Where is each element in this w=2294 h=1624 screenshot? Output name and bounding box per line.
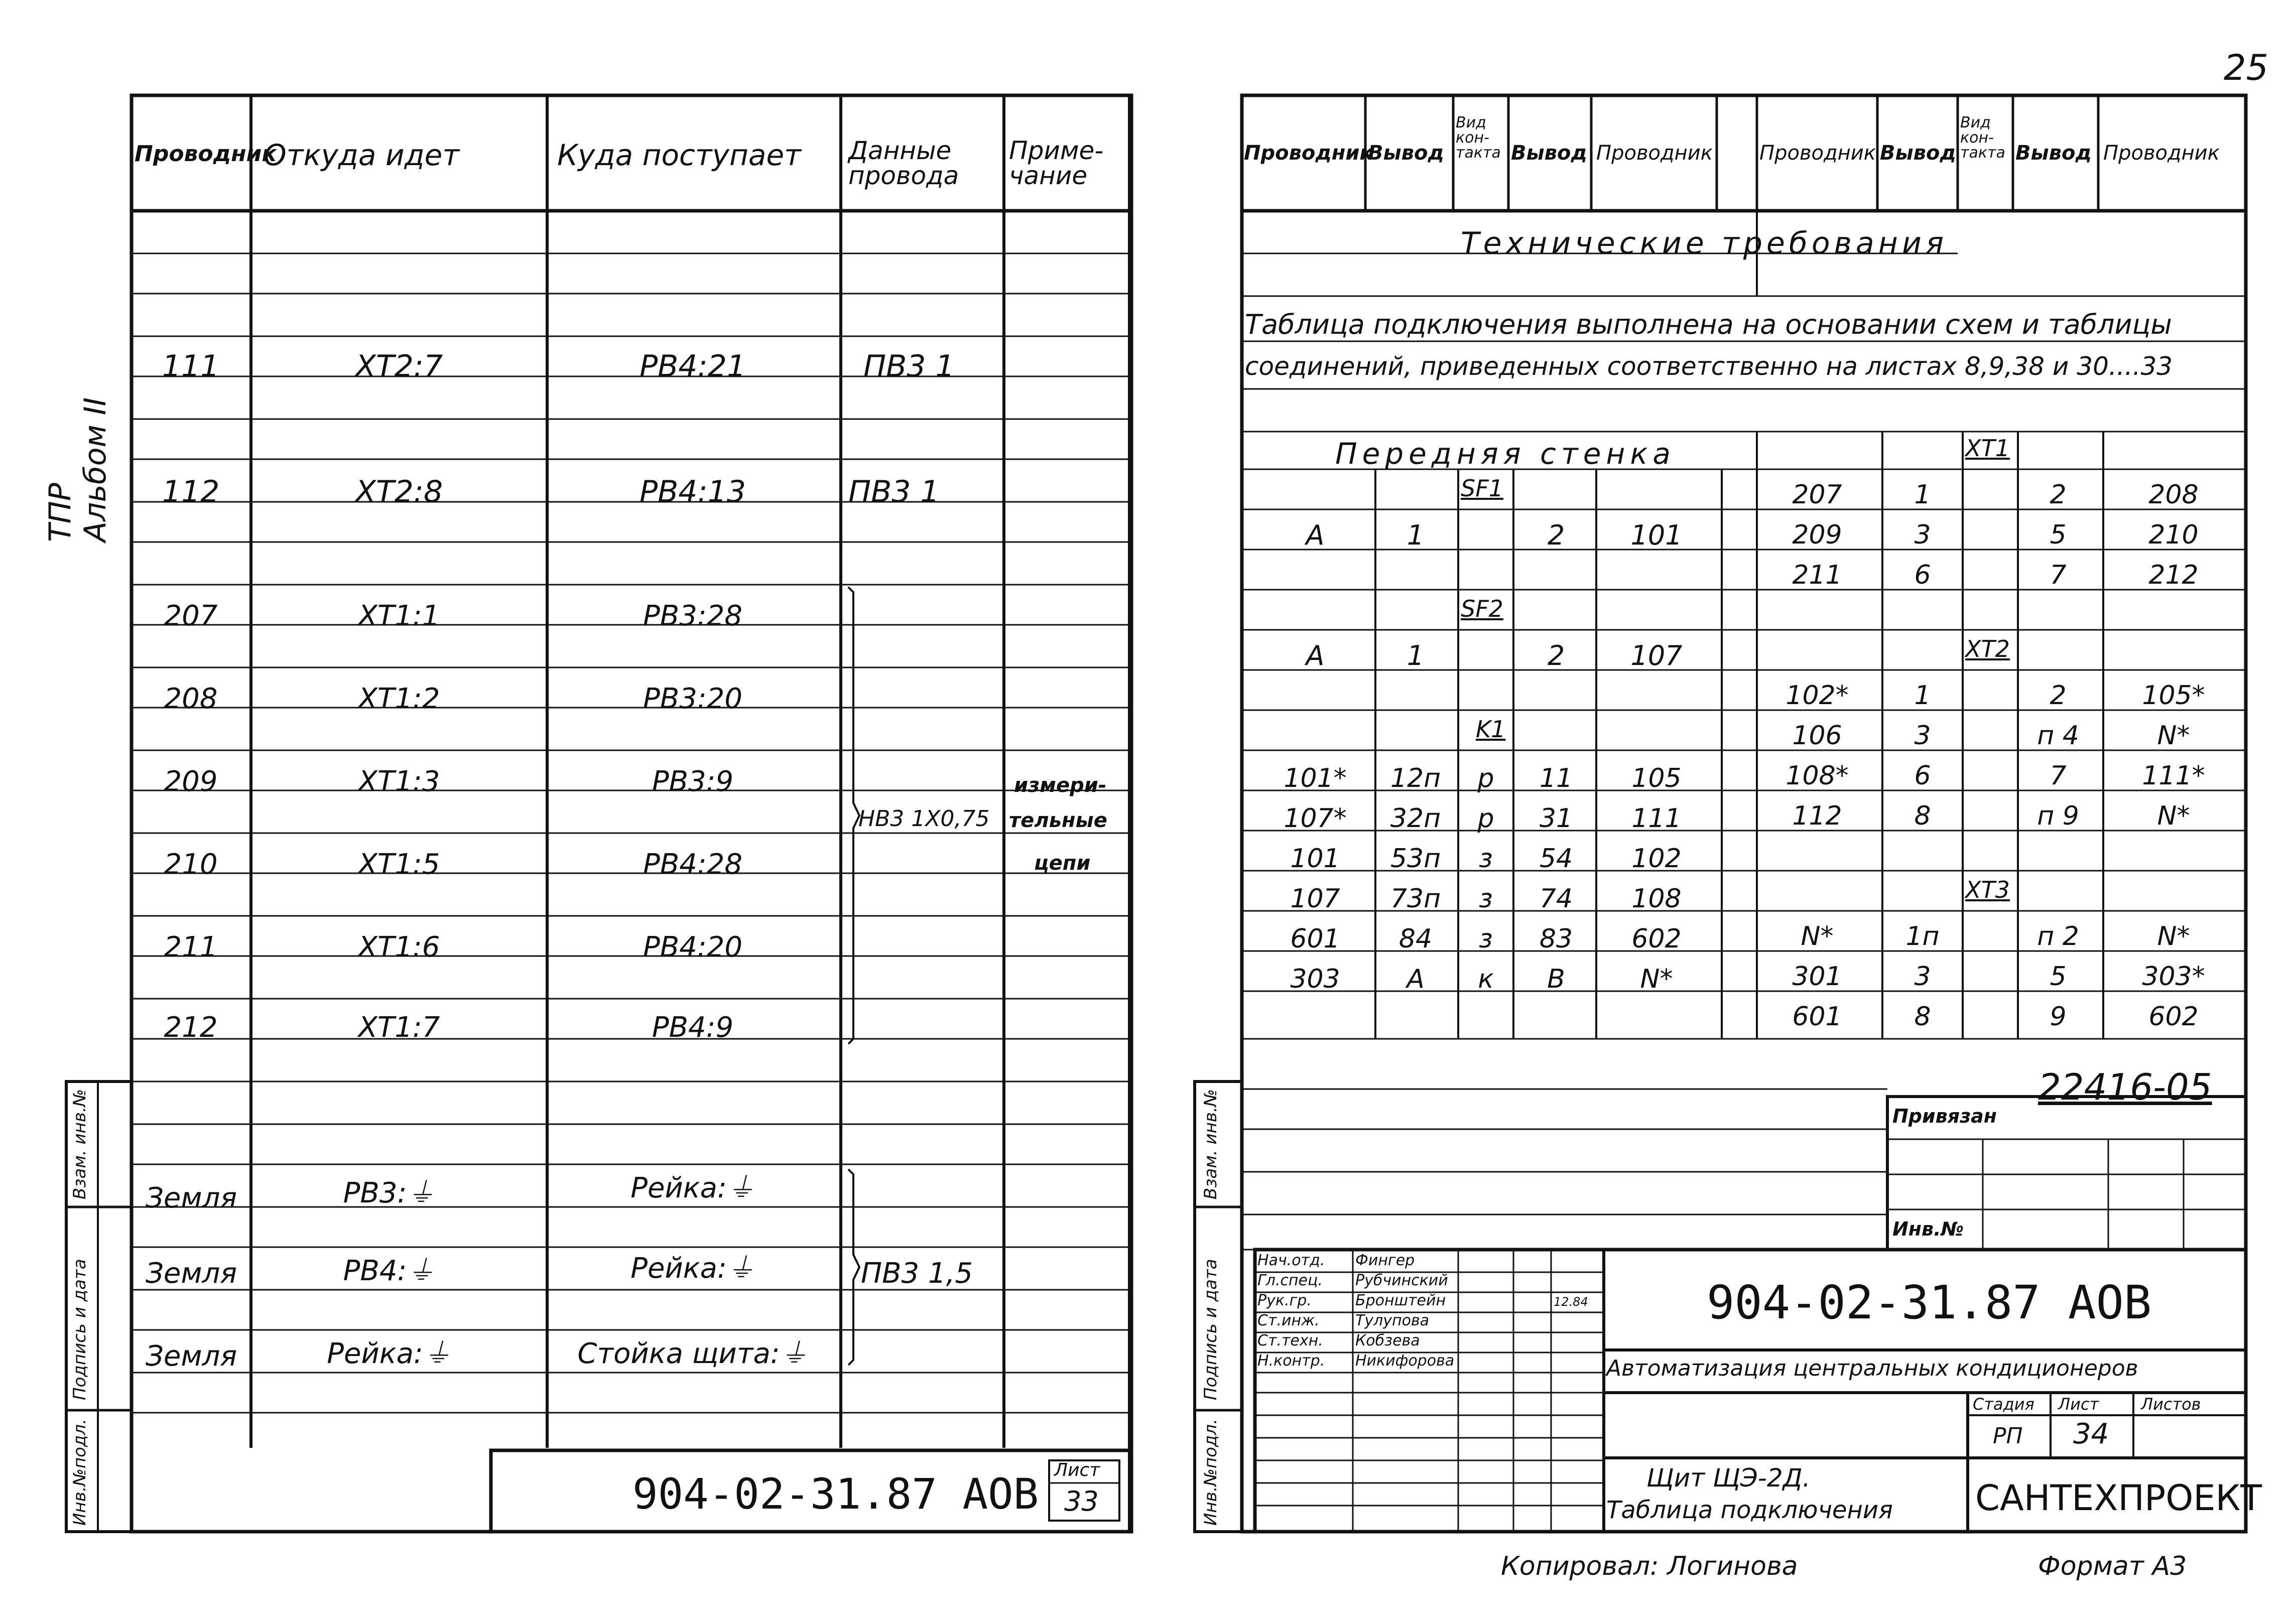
right-cell: 209: [1792, 520, 1842, 550]
row-to: PB3:28: [643, 600, 742, 632]
right-cell: 112: [1792, 801, 1842, 831]
mid-cell: 303: [1290, 964, 1340, 994]
header-from: Откуда идет: [264, 138, 460, 172]
mid-cell: р: [1477, 803, 1494, 834]
right-cell: 111*: [2142, 761, 2205, 791]
right-cell: 1: [1914, 681, 1931, 711]
right-cell: 6: [1914, 560, 1931, 590]
row-wire: Земля: [146, 1182, 237, 1214]
right-header: Вид кон-такта: [1960, 114, 2005, 162]
row-to: PB4:21: [639, 349, 746, 384]
right-cell: 6: [1914, 761, 1931, 791]
right-header: Проводник: [2103, 142, 2220, 165]
mid-cell: 2: [1547, 519, 1565, 551]
mid-cell: 11: [1539, 763, 1573, 793]
row-to: Рейка:⏚: [630, 1252, 755, 1285]
note-line: тельные: [1009, 809, 1107, 832]
mid-cell: з: [1479, 884, 1493, 914]
right-header: Проводник: [1759, 142, 1876, 165]
row-to: Рейка:⏚: [630, 1172, 755, 1204]
row-from: XT1:1: [358, 600, 440, 632]
right-cell: 2: [2050, 480, 2067, 510]
right-cell: п 9: [2037, 801, 2079, 831]
right-cell: 602: [2148, 1002, 2199, 1032]
right-cell: N*: [2157, 801, 2190, 831]
row-wire: Земля: [146, 1340, 237, 1373]
mid-header: Проводник: [1596, 142, 1713, 165]
stamp-role: Н.контр.: [1257, 1352, 1325, 1370]
right-cell: N*: [2157, 921, 2190, 952]
mid-cell: А: [1306, 640, 1325, 671]
right-cell: 3: [1914, 962, 1931, 992]
row-from: PB3:⏚: [343, 1177, 435, 1209]
section-title: Передняя стенка: [1335, 437, 1676, 471]
right-cell: 301: [1792, 962, 1842, 992]
header-wire-data: Данные провода: [848, 136, 959, 190]
stamp-name: Никифорова: [1355, 1352, 1455, 1370]
row-wire: 210: [164, 848, 218, 881]
row-wire: 111: [162, 349, 220, 384]
right-header: Вывод: [2015, 142, 2092, 165]
right-cell: 208: [2148, 480, 2199, 510]
mid-cell: 1: [1407, 640, 1425, 671]
right-cell: 8: [1914, 1002, 1931, 1032]
row-to: Стойка щита:⏚: [577, 1337, 808, 1370]
side-label: Взам. инв.№: [1201, 1089, 1221, 1199]
right-cell: 2: [2050, 681, 2067, 711]
sheets-label: Листов: [2141, 1395, 2201, 1414]
row-from: PB4:⏚: [343, 1255, 435, 1287]
row-wire: 112: [162, 474, 220, 509]
requirements-text: соединений, приведенных соответственно на листах 8,9,38 и 30....33: [1245, 352, 2173, 381]
row-to: PB4:13: [639, 474, 746, 509]
left-stamp-sheet: 33: [1064, 1485, 1099, 1517]
mid-cell: 601: [1290, 924, 1340, 954]
group-label: XT2: [1965, 635, 2010, 662]
stamp-name: Бронштейн: [1355, 1292, 1446, 1309]
row-to: PB3:20: [643, 683, 742, 715]
right-cell: 7: [2050, 761, 2067, 791]
mid-cell: N*: [1640, 964, 1673, 994]
stamp-doc-title: Таблица подключения: [1606, 1496, 1893, 1524]
footer-copied: Копировал: Логинова: [1501, 1551, 1798, 1581]
right-cell: 105*: [2142, 681, 2205, 711]
footer-format: Формат А3: [2038, 1551, 2187, 1581]
row-from: XT2:7: [355, 349, 443, 384]
mid-cell: з: [1479, 844, 1493, 874]
stamp-role: Гл.спец.: [1257, 1272, 1323, 1289]
note-line: измери-: [1014, 774, 1107, 797]
mid-cell: 32п: [1390, 803, 1441, 834]
right-cell: 1п: [1905, 921, 1940, 952]
row-wire: 212: [164, 1011, 218, 1044]
side-label: Инв.№подл.: [1201, 1419, 1221, 1526]
mid-cell: 108: [1631, 884, 1682, 914]
mid-cell: А: [1407, 964, 1425, 994]
right-cell: 108*: [1786, 761, 1849, 791]
mid-header: Вывод: [1511, 142, 1587, 165]
header-to: Куда поступает: [557, 138, 801, 172]
right-cell: 207: [1792, 480, 1842, 510]
stamp-designation: 904-02-31.87 АОВ: [1707, 1276, 2152, 1329]
right-cell: 9: [2050, 1002, 2067, 1032]
stage-value: РП: [1993, 1423, 2023, 1449]
mid-cell: 105: [1631, 763, 1682, 793]
mid-cell: 107: [1630, 640, 1683, 671]
stage-label: Стадия: [1973, 1395, 2034, 1414]
attached-label: Привязан: [1892, 1105, 1997, 1127]
group-label: SF1: [1461, 475, 1503, 502]
margin-label-tpr: ТПР: [43, 483, 78, 542]
row-wire: Земля: [146, 1257, 237, 1290]
row-from: XT1:5: [358, 848, 440, 881]
mid-cell: з: [1479, 924, 1493, 954]
row-from: XT1:2: [358, 683, 440, 715]
group-label: XT3: [1965, 876, 2010, 903]
row-from: XT2:8: [355, 474, 443, 509]
right-cell: 106: [1792, 721, 1842, 751]
row-from: Рейка:⏚: [327, 1337, 451, 1370]
stamp-title: Автоматизация центральных кондиционеров: [1606, 1356, 2138, 1381]
project-number: 22416-05: [2038, 1066, 2212, 1108]
group-label: XT1: [1965, 435, 2010, 462]
inv-label: Инв.№: [1892, 1218, 1964, 1240]
mid-cell: 102: [1631, 844, 1682, 874]
stamp-role: Рук.гр.: [1257, 1292, 1312, 1309]
row-wire: 208: [164, 683, 218, 715]
stamp-date: 12.84: [1554, 1295, 1588, 1309]
sheet-value: 34: [2073, 1418, 2109, 1450]
row-data: ПВ3 1: [848, 474, 940, 509]
row-from: XT1:7: [358, 1011, 440, 1044]
header-note: Приме-чание: [1009, 136, 1104, 190]
stamp-organization: САНТЕХПРОЕКТ: [1975, 1477, 2262, 1519]
sheet-label: Лист: [2058, 1395, 2099, 1414]
row-to: PB3:9: [652, 765, 734, 798]
mid-cell: 73п: [1390, 884, 1441, 914]
right-cell: 7: [2050, 560, 2067, 590]
mid-cell: 53п: [1390, 844, 1441, 874]
mid-cell: 31: [1539, 803, 1573, 834]
mid-cell: А: [1306, 519, 1325, 551]
mid-cell: к: [1478, 964, 1494, 994]
right-cell: 8: [1914, 801, 1931, 831]
mid-cell: 101: [1290, 844, 1340, 874]
side-label: Инв.№подл.: [70, 1419, 90, 1526]
row-data: ПВ3 1,5: [861, 1257, 973, 1290]
row-to: PB4:28: [643, 848, 742, 881]
requirements-text: Таблица подключения выполнена на основании схем и таблицы: [1245, 309, 2172, 340]
right-header: Вывод: [1880, 142, 1956, 165]
right-cell: 210: [2148, 520, 2199, 550]
page-number: 25: [2224, 47, 2269, 88]
mid-cell: В: [1547, 964, 1565, 994]
requirements-title: Технические требования: [1461, 226, 1948, 261]
right-cell: 303*: [2142, 962, 2205, 992]
right-cell: 102*: [1786, 681, 1849, 711]
row-to: PB4:20: [643, 931, 742, 964]
mid-cell: 101: [1630, 519, 1683, 551]
right-cell: 1: [1914, 480, 1931, 510]
right-cell: 601: [1792, 1002, 1842, 1032]
stamp-name: Рубчинский: [1355, 1272, 1448, 1289]
side-label: Подпись и дата: [1201, 1259, 1221, 1400]
stamp-panel: Щит ЩЭ-2Д.: [1646, 1463, 1811, 1493]
stamp-role: Нач.отд.: [1257, 1252, 1325, 1269]
right-cell: 3: [1914, 520, 1931, 550]
row-from: XT1:6: [358, 931, 440, 964]
group-label: SF2: [1461, 595, 1503, 622]
row-to: PB4:9: [652, 1011, 734, 1044]
note-line: цепи: [1034, 852, 1091, 875]
mid-cell: 83: [1539, 924, 1573, 954]
row-wire: 211: [164, 931, 218, 964]
mid-header: Вид кон-такта: [1456, 114, 1501, 162]
left-stamp-sheet-label: Лист: [1054, 1460, 1100, 1480]
stamp-name: Тулупова: [1355, 1312, 1430, 1329]
right-cell: 5: [2050, 962, 2067, 992]
stamp-role: Ст.техн.: [1257, 1332, 1323, 1349]
mid-cell: 107: [1290, 884, 1340, 914]
stamp-role: Ст.инж.: [1257, 1312, 1320, 1329]
mid-header: Вывод: [1368, 142, 1444, 165]
row-from: XT1:3: [358, 765, 440, 798]
group-label: K1: [1476, 716, 1506, 743]
row-wire: 209: [164, 765, 218, 798]
mid-cell: 74: [1539, 884, 1573, 914]
mid-cell: 1: [1407, 519, 1425, 551]
mid-cell: 12п: [1390, 763, 1441, 793]
side-label: Взам. инв.№: [70, 1089, 90, 1199]
mid-header: Проводник: [1244, 142, 1373, 165]
right-cell: 212: [2148, 560, 2199, 590]
mid-cell: р: [1477, 763, 1494, 793]
right-cell: п 4: [2037, 721, 2079, 751]
right-cell: 3: [1914, 721, 1931, 751]
mid-cell: 107*: [1284, 803, 1347, 834]
stamp-name: Кобзева: [1355, 1332, 1420, 1349]
right-cell: N*: [2157, 721, 2190, 751]
row-wire: 207: [164, 600, 218, 632]
right-cell: п 2: [2037, 921, 2079, 952]
margin-label-album: Альбом II: [78, 397, 113, 542]
right-cell: 5: [2050, 520, 2067, 550]
side-label: Подпись и дата: [70, 1259, 90, 1400]
brace-wire-data: НВ3 1Х0,75: [858, 806, 990, 832]
mid-cell: 2: [1547, 640, 1565, 671]
mid-cell: 84: [1398, 924, 1433, 954]
right-cell: 211: [1792, 560, 1842, 590]
header-wire: Проводник: [135, 141, 277, 167]
stamp-name: Фингер: [1355, 1252, 1415, 1269]
mid-cell: 54: [1539, 844, 1573, 874]
left-stamp-code: 904-02-31.87 АОВ: [632, 1469, 1039, 1519]
row-data: ПВ3 1: [863, 349, 955, 384]
right-cell: N*: [1801, 921, 1834, 952]
mid-cell: 111: [1631, 803, 1682, 834]
mid-cell: 101*: [1284, 763, 1347, 793]
mid-cell: 602: [1631, 924, 1682, 954]
